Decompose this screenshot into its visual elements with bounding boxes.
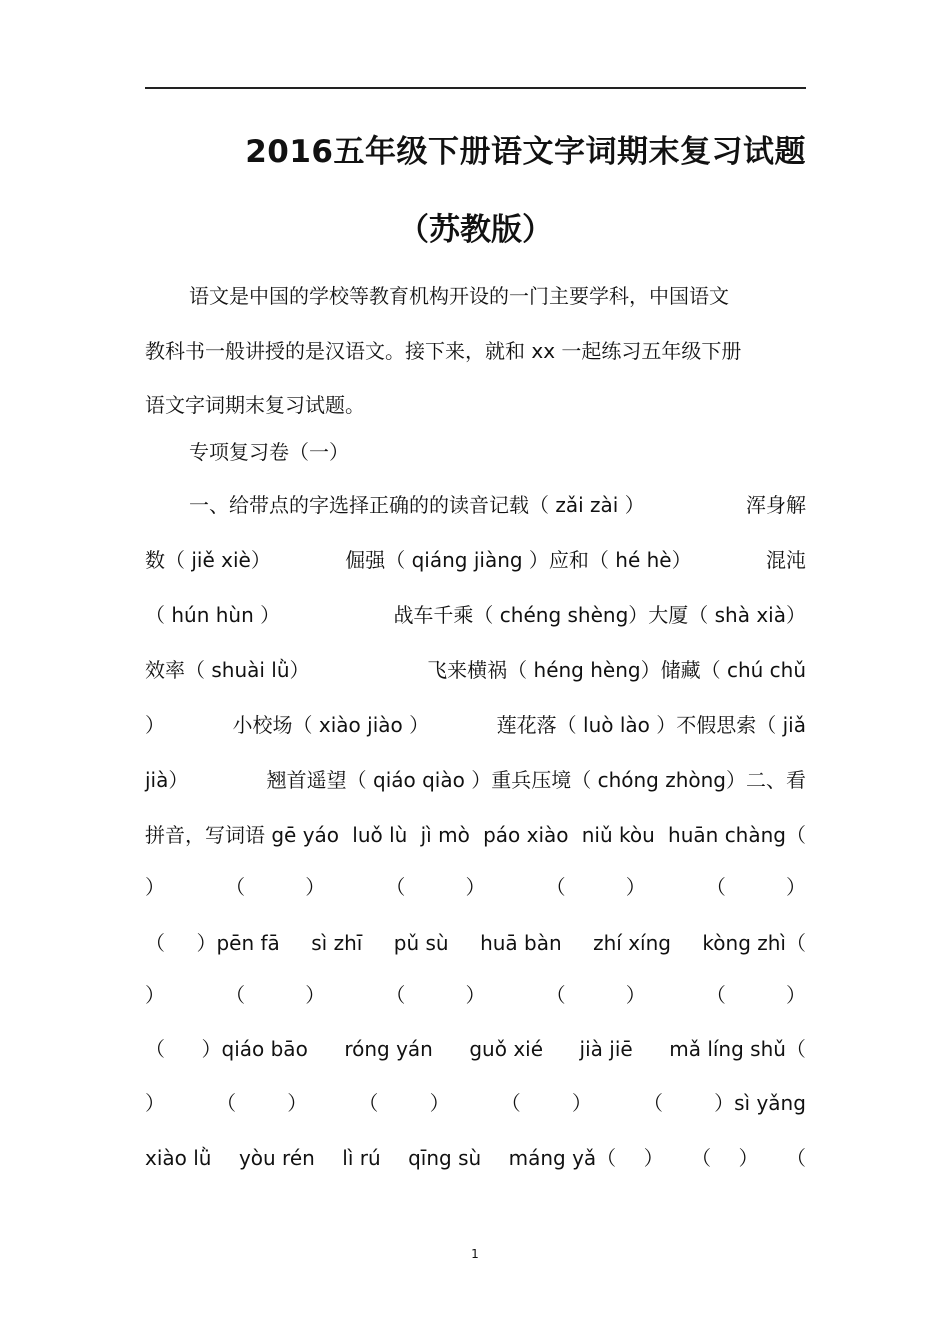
exercise-text: 翘首遥望（ qiáo qiào ）重兵压境（ chóng zhòng）二、看 <box>266 768 806 792</box>
intro-line: 语文字词期末复习试题。 <box>145 393 365 417</box>
exercise-line <box>145 820 806 850</box>
document-title: 2016五年级下册语文字词期末复习试题 <box>245 134 806 170</box>
exercise-text: zhí xíng <box>593 931 671 955</box>
exercise-text: ） <box>786 875 806 899</box>
exercise-line <box>145 1143 806 1173</box>
intro-line: 教科书一般讲授的是汉语文。接下来，就和 xx 一起练习五年级下册 <box>145 339 742 363</box>
exercise-text: （ <box>705 983 726 1007</box>
exercise-text: （ <box>358 1091 379 1115</box>
exercise-text: ）pēn fā <box>196 931 280 955</box>
exercise-text: （ hún hùn ） <box>145 603 281 627</box>
exercise-text: 小校场（ xiào jiào ） <box>232 713 430 737</box>
exercise-line <box>145 980 806 1010</box>
exercise-text: ） <box>465 875 486 899</box>
exercise-line <box>145 710 806 740</box>
exercise-text: qīng sù <box>408 1146 482 1170</box>
exercise-text: ） <box>625 983 646 1007</box>
exercise-text: （ <box>225 875 246 899</box>
exercise-text: ） <box>429 1091 450 1115</box>
exercise-text: ） <box>305 875 326 899</box>
exercise-line <box>145 872 806 902</box>
exercise-text: （ <box>642 1091 663 1115</box>
exercise-text: jià） <box>145 768 189 792</box>
exercise-text: （ <box>545 875 566 899</box>
exercise-text: ） <box>738 1146 759 1170</box>
exercise-text: jià jiē <box>579 1037 633 1061</box>
exercise-text: huān chàng（ <box>668 823 806 847</box>
exercise-line <box>145 600 806 630</box>
exercise-text: 混沌 <box>766 548 806 572</box>
exercise-text: ） <box>145 875 165 899</box>
exercise-line <box>145 765 806 795</box>
exercise-text: （ <box>705 875 726 899</box>
exercise-text: 飞来横祸（ héng hèng）储藏（ chú chǔ <box>427 658 806 682</box>
exercise-text: （ <box>145 931 165 955</box>
section-heading: 专项复习卷（一） <box>189 440 349 464</box>
exercise-text: huā bàn <box>480 931 562 955</box>
exercise-text: （ <box>500 1091 521 1115</box>
exercise-text: 莲花落（ luò lào ）不假思索（ jiǎ <box>496 713 806 737</box>
exercise-text: （ <box>216 1091 237 1115</box>
exercise-text: luǒ lù <box>352 823 408 847</box>
exercise-text: （ <box>385 983 406 1007</box>
exercise-text: mǎ líng shǔ（ <box>669 1037 806 1061</box>
exercise-text: ） <box>625 875 646 899</box>
exercise-line <box>145 1034 806 1064</box>
page-number: 1 <box>471 1247 479 1261</box>
exercise-text: 拼音，写词语 gē yáo <box>145 823 340 847</box>
exercise-text: róng yán <box>344 1037 433 1061</box>
exercise-text: （ <box>225 983 246 1007</box>
header-rule <box>145 87 806 89</box>
intro-line: 语文是中国的学校等教育机构开设的一门主要学科，中国语文 <box>189 284 729 308</box>
exercise-text: guǒ xié <box>469 1037 544 1061</box>
exercise-text: 战车千乘（ chéng shèng）大厦（ shà xià） <box>393 603 806 627</box>
exercise-text: ） <box>145 713 165 737</box>
exercise-text: yòu rén <box>238 1146 315 1170</box>
exercise-text: （ <box>691 1146 712 1170</box>
exercise-text: 一、给带点的字选择正确的的读音记载（ zǎi zài ） <box>189 493 645 517</box>
exercise-text: ） <box>287 1091 308 1115</box>
exercise-text: ） <box>786 983 806 1007</box>
exercise-text: ）sì yǎng <box>714 1091 806 1115</box>
exercise-line <box>145 545 806 575</box>
exercise-text: lì rú <box>342 1146 381 1170</box>
exercise-line <box>145 490 806 520</box>
exercise-text: ） <box>643 1146 664 1170</box>
document-subtitle: （苏教版） <box>398 212 553 248</box>
exercise-text: ）qiáo bāo <box>201 1037 308 1061</box>
exercise-text: kòng zhì（ <box>702 931 806 955</box>
exercise-text: sì zhī <box>311 931 363 955</box>
exercise-text: （ <box>545 983 566 1007</box>
exercise-text: jì mò <box>420 823 470 847</box>
exercise-text: 效率（ shuài lǜ） <box>145 658 310 682</box>
exercise-text: niǔ kòu <box>581 823 655 847</box>
exercise-text: （ <box>385 875 406 899</box>
exercise-line <box>145 655 806 685</box>
exercise-line <box>145 928 806 958</box>
exercise-text: 浑身解 <box>746 493 806 517</box>
exercise-text: pǔ sù <box>393 931 449 955</box>
exercise-text: 数（ jiě xiè） <box>145 548 271 572</box>
exercise-text: （ <box>786 1146 806 1170</box>
exercise-text: ） <box>571 1091 592 1115</box>
exercise-line <box>145 1088 806 1118</box>
exercise-text: ） <box>145 983 165 1007</box>
exercise-text: páo xiào <box>483 823 569 847</box>
exercise-text: ） <box>465 983 486 1007</box>
exercise-text: ） <box>145 1091 165 1115</box>
exercise-text: xiào lǜ <box>145 1146 212 1170</box>
exercise-text: máng yǎ（ <box>508 1146 617 1170</box>
exercise-text: （ <box>145 1037 165 1061</box>
exercise-text: ） <box>305 983 326 1007</box>
exercise-text: 倔强（ qiáng jiàng ）应和（ hé hè） <box>345 548 692 572</box>
